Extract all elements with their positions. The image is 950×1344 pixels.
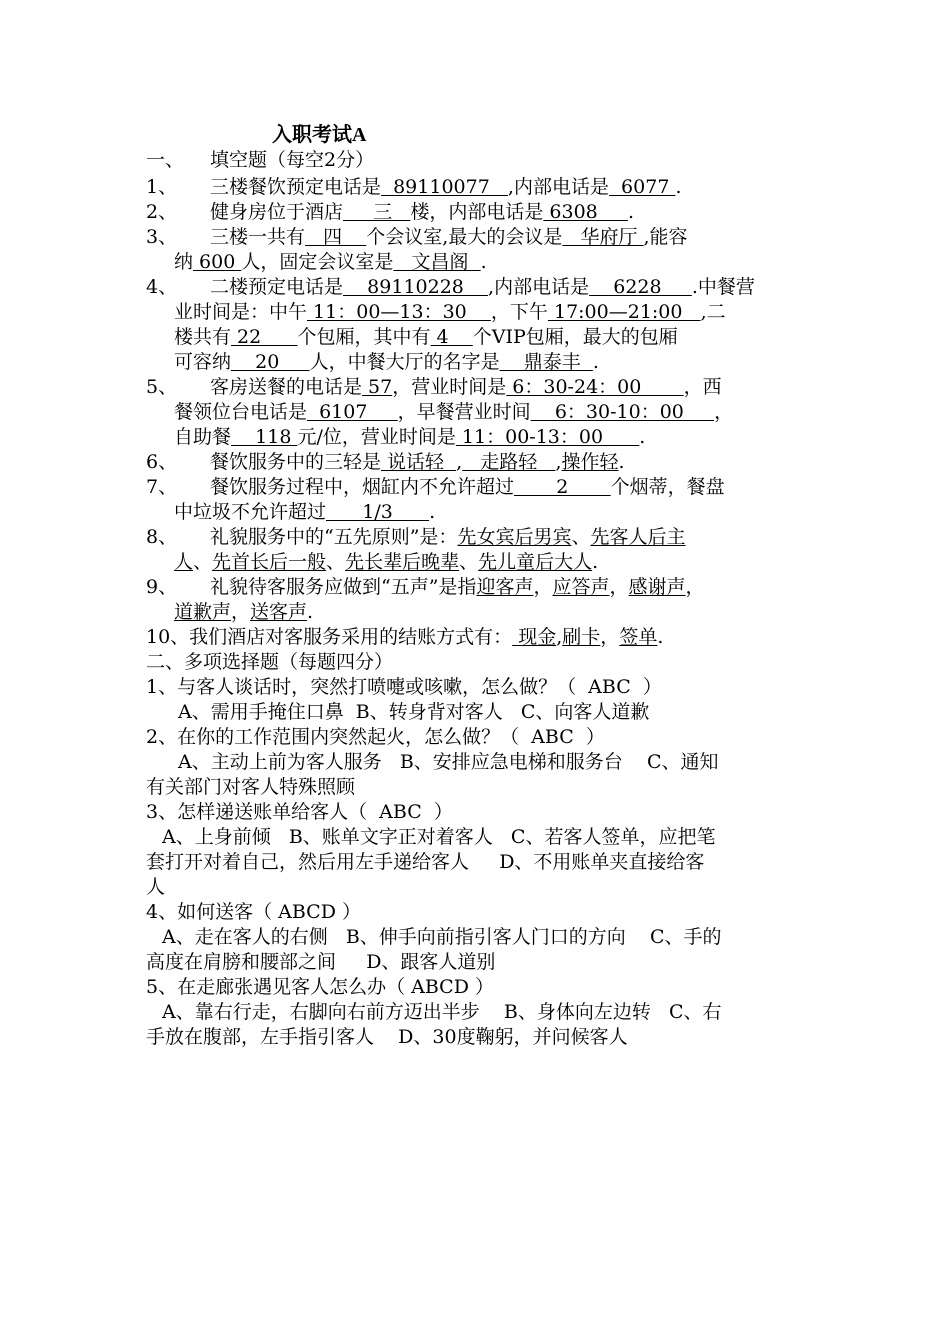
answer-blank: 应答声 [552, 576, 610, 598]
mc-question-2-options-cont: 有关部门对客人特殊照顾 [146, 776, 356, 798]
answer-blank: 600 [193, 251, 242, 273]
section-heading-multiple-choice: 二、多项选择题（每题四分） [146, 651, 394, 673]
answer-blank: 1/3 [326, 501, 430, 523]
mc-question-3: 3、怎样递送账单给客人（ ABC ） [146, 801, 453, 823]
question-5: 5、 客房送餐的电话是 57，营业时间是 6：30-24：00 ，西 [146, 376, 722, 398]
answer-blank: 文昌阁 [393, 251, 481, 273]
question-9-cont: 道歉声，送客声. [174, 601, 314, 623]
mc-question-1-options: A、需用手掩住口鼻 B、转身背对客人 C、向客人道歉 [178, 701, 650, 723]
answer-blank: 17:00—21:00 [547, 301, 701, 323]
answer-blank: 说话轻 [381, 451, 457, 473]
question-7: 7、 餐饮服务过程中，烟缸内不允许超过 2 个烟蒂，餐盘 [146, 476, 725, 498]
section-heading-fill-in: 一、 填空题（每空2分） [146, 149, 375, 171]
answer-blank: 鼎泰丰 [499, 351, 593, 373]
answer-blank: 89110077 [381, 176, 508, 198]
question-2: 2、 健身房位于酒店 三 楼，内部电话是 6308 . [146, 201, 634, 223]
mc-question-1: 1、与客人谈话时，突然打喷嚏或咳嗽，怎么做？（ ABC ） [146, 676, 662, 698]
question-8-cont: 人、先首长后一般、先长辈后晚辈、先儿童后大人. [174, 551, 599, 573]
answer-blank: 感谢声 [628, 576, 686, 598]
answer-blank: 6：30-10：00 [530, 401, 715, 423]
question-5-cont-1: 餐领位台电话是 6107 ，早餐营业时间 6：30-10：00 ， [174, 401, 734, 423]
answer-blank: 20 [231, 351, 310, 373]
answer-blank: 118 [231, 426, 298, 448]
answer-blank: 先儿童后大人 [478, 551, 593, 573]
question-5-cont-2: 自助餐 118 元/位，营业时间是 11：00-13：00 . [174, 426, 646, 448]
mc-question-5-options-cont: 手放在腹部，左手指引客人 D、30度鞠躬，并问候客人 [146, 1026, 628, 1048]
question-3: 3、 三楼一共有 四 个会议室,最大的会议是 华府厅 ,能容 [146, 226, 688, 248]
answer-blank: 6：30-24：00 [506, 376, 684, 398]
answer-blank: 现金 [512, 626, 557, 648]
answer-blank: 6077 [608, 176, 676, 198]
answer-blank: 先长辈后晚辈 [345, 551, 460, 573]
answer-blank: 2 [514, 476, 611, 498]
question-4: 4、 二楼预定电话是 89110228 ,内部电话是 6228 .中餐营 [146, 276, 755, 298]
mc-question-3-options-cont: 套打开对着自己，然后用左手递给客人 D、不用账单夹直接给客 [146, 851, 705, 873]
answer-blank: 先首长后一般 [212, 551, 327, 573]
answer-blank: 三 [343, 201, 411, 223]
document-title: 入职考试A [272, 124, 367, 146]
mc-question-2-options: A、主动上前为客人服务 B、安排应急电梯和服务台 C、通知 [178, 751, 719, 773]
mc-question-5: 5、在走廊张遇见客人怎么办（ ABCD ） [146, 976, 494, 998]
answer-blank: 先客人后主 [590, 526, 686, 548]
answer-blank: 57 [362, 376, 393, 398]
question-4-cont-2: 楼共有 22 个包厢，其中有 4 个VIP包厢，最大的包厢 [174, 326, 678, 348]
question-9: 9、 礼貌待客服务应做到“五声”是指迎客声，应答声，感谢声， [146, 576, 705, 598]
answer-blank: 刷卡 [562, 626, 601, 648]
answer-blank: 送客声 [250, 601, 308, 623]
answer-blank: 先女宾后男宾 [457, 526, 572, 548]
answer-blank: 89110228 [343, 276, 489, 298]
question-4-cont-3: 可容纳 20 人，中餐大厅的名字是 鼎泰丰 . [174, 351, 599, 373]
answer-blank: 22 [231, 326, 298, 348]
question-3-cont: 纳 600 人，固定会议室是 文昌阁 . [174, 251, 487, 273]
answer-blank: 11：00—13：30 [307, 301, 491, 323]
answer-blank: 操作轻 [561, 451, 619, 473]
mc-question-4: 4、如何送客（ ABCD ） [146, 901, 361, 923]
question-6: 6、 餐饮服务中的三轻是 说话轻 , 走路轻 ,操作轻. [146, 451, 625, 473]
question-8: 8、 礼貌服务中的“五先原则”是：先女宾后男宾、先客人后主 [146, 526, 686, 548]
mc-question-3-options-cont-2: 人 [146, 876, 166, 898]
answer-blank: 6308 [543, 201, 628, 223]
answer-blank: 走路轻 [462, 451, 556, 473]
answer-blank: 6107 [307, 401, 398, 423]
answer-blank: 人 [174, 551, 194, 573]
answer-blank: 华府厅 [562, 226, 644, 248]
mc-question-5-options: A、靠右行走，右脚向右前方迈出半步 B、身体向左边转 C、右 [162, 1001, 722, 1023]
answer-blank: 四 [305, 226, 367, 248]
answer-blank: 签单 [619, 626, 658, 648]
answer-blank: 4 [430, 326, 473, 348]
mc-question-2: 2、在你的工作范围内突然起火，怎么做？（ ABC ） [146, 726, 605, 748]
mc-question-4-options-cont: 高度在肩膀和腰部之间 D、跟客人道别 [146, 951, 496, 973]
answer-blank: 道歉声 [174, 601, 232, 623]
answer-blank: 11：00-13：00 [455, 426, 640, 448]
question-4-cont-1: 业时间是：中午 11：00—13：30 ，下午 17:00—21:00 ,二 [174, 301, 726, 323]
mc-question-4-options: A、走在客人的右侧 B、伸手向前指引客人门口的方向 C、手的 [162, 926, 722, 948]
mc-question-3-options: A、上身前倾 B、账单文字正对着客人 C、若客人签单，应把笔 [162, 826, 716, 848]
question-10: 10、我们酒店对客服务采用的结账方式有： 现金,刷卡，签单. [146, 626, 664, 648]
question-7-cont: 中垃圾不允许超过 1/3 . [174, 501, 436, 523]
answer-blank: 迎客声 [476, 576, 534, 598]
answer-blank: 6228 [589, 276, 692, 298]
question-1: 1、 三楼餐饮预定电话是 89110077 ,内部电话是 6077 . [146, 176, 682, 198]
